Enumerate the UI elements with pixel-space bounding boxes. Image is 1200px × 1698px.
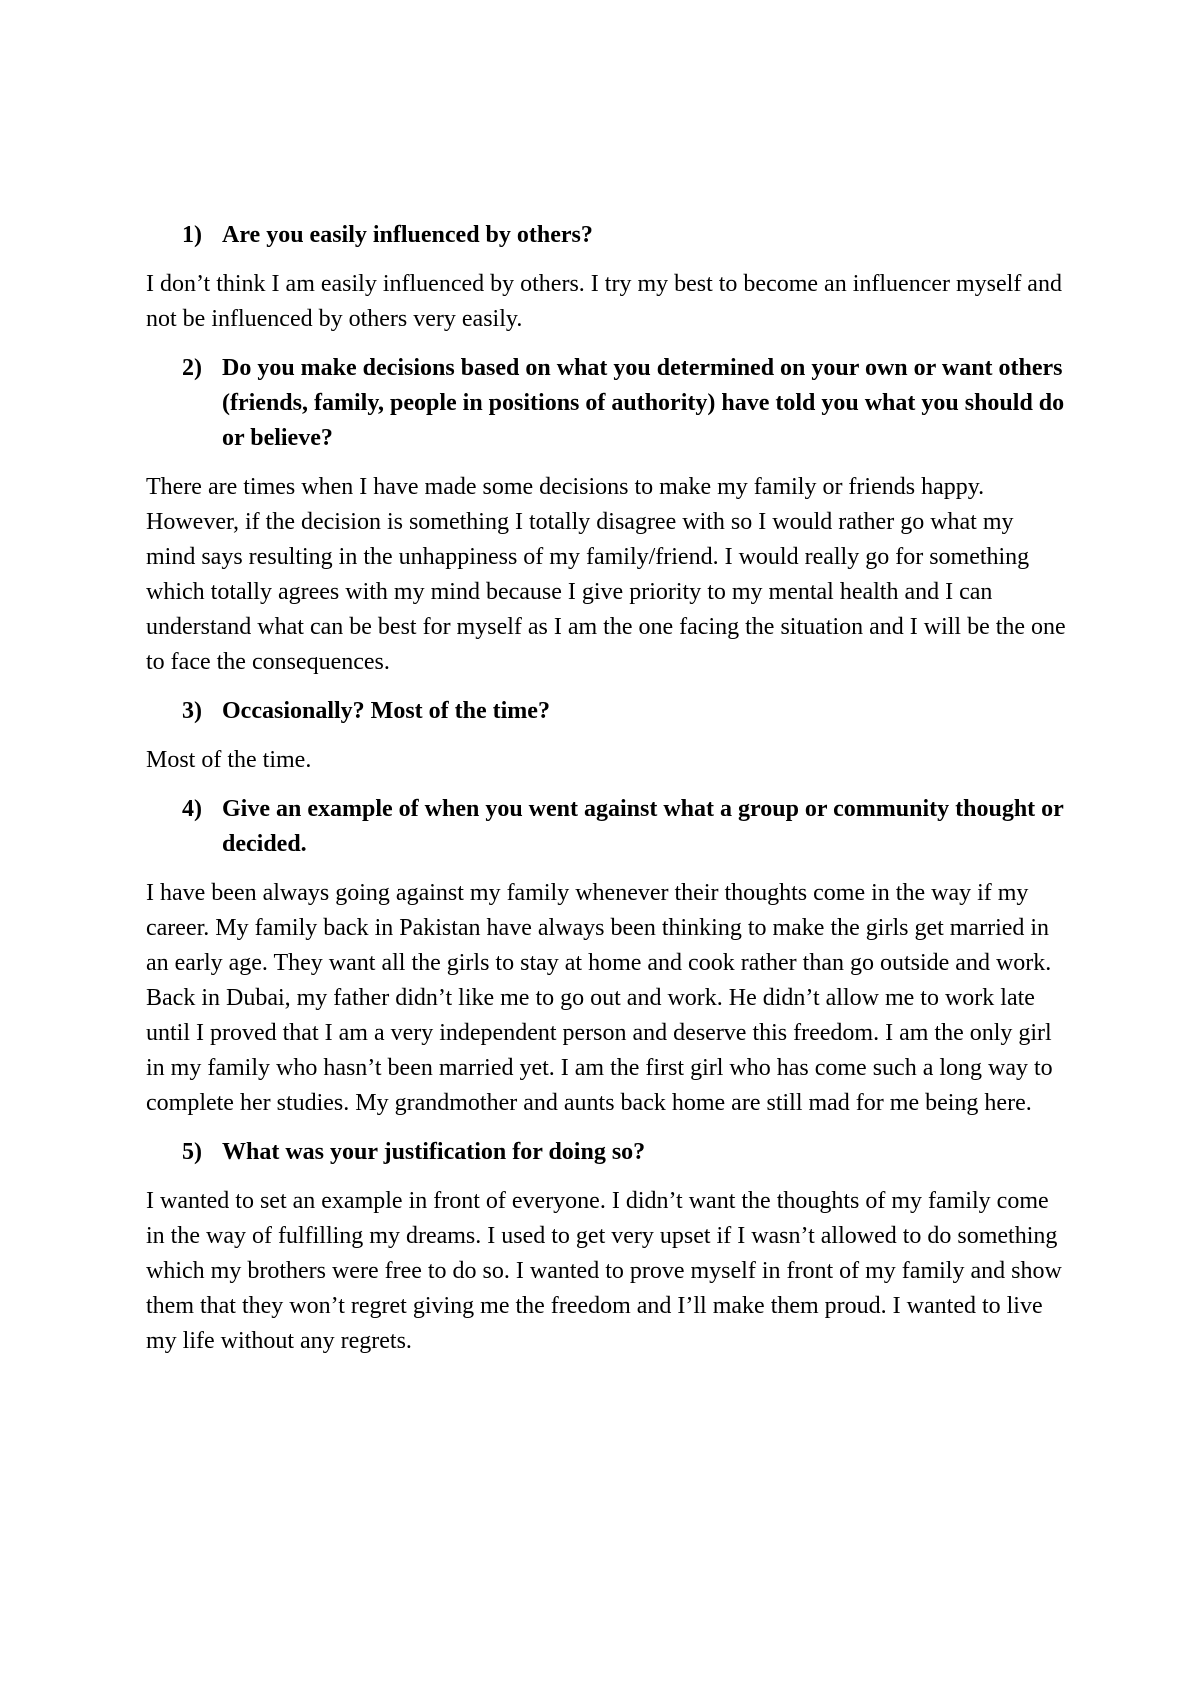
question-3	[146, 694, 1066, 729]
answer-1: I don’t think I am easily influenced by others. I try my best to become an influencer myself and not be influenced by others very easily.	[146, 271, 1062, 332]
question-number: 1)	[182, 222, 202, 248]
question-4	[146, 792, 1066, 862]
question-text: Occasionally? Most of the time?	[222, 698, 550, 724]
answer-2: There are times when I have made some decisions to make my family or friends happy. However, if the decision is something I totally disagree with so I would rather go what my mind says resulting in the unhappiness of my family/friend. I would really go for something which totally agrees with my mind because I give priority to my mental health and I can understand what can be best for myself as I am the one facing the situation and I will be the one to face the consequences.	[146, 474, 1066, 675]
question-number: 2)	[182, 355, 202, 381]
answer-5: I wanted to set an example in front of everyone. I didn’t want the thoughts of my family come in the way of fulfilling my dreams. I used to get very upset if I wasn’t allowed to do something which my brothers were free to do so. I wanted to prove myself in front of my family and show them that they won’t regret giving me the freedom and I’ll make them proud. I wanted to live my life without any regrets.	[146, 1188, 1062, 1354]
answer-4: I have been always going against my family whenever their thoughts come in the way if my career. My family back in Pakistan have always been thinking to make the girls get married in an early age. They want all the girls to stay at home and cook rather than go outside and work. Back in Dubai, my father didn’t like me to go out and work. He didn’t allow me to work late until I proved that I am a very independent person and deserve this freedom. I am the only girl in my family who hasn’t been married yet. I am the first girl who has come such a long way to complete her studies. My grandmother and aunts back home are still mad for me being here.	[146, 880, 1053, 1116]
document-body	[146, 218, 1066, 1373]
question-number: 5)	[182, 1139, 202, 1165]
question-text: What was your justification for doing so?	[222, 1139, 646, 1165]
answer-3: Most of the time.	[146, 747, 312, 773]
question-text: Are you easily influenced by others?	[222, 222, 593, 248]
question-text: Do you make decisions based on what you determined on your own or want others (friends, family, people in positions of authority) have told you what you should do or believe?	[222, 355, 1065, 451]
question-number: 3)	[182, 698, 202, 724]
question-text: Give an example of when you went against what a group or community thought or decided.	[222, 796, 1064, 857]
question-number: 4)	[182, 796, 202, 822]
question-2	[146, 351, 1066, 456]
question-5	[146, 1135, 1066, 1170]
question-1	[146, 218, 1066, 253]
